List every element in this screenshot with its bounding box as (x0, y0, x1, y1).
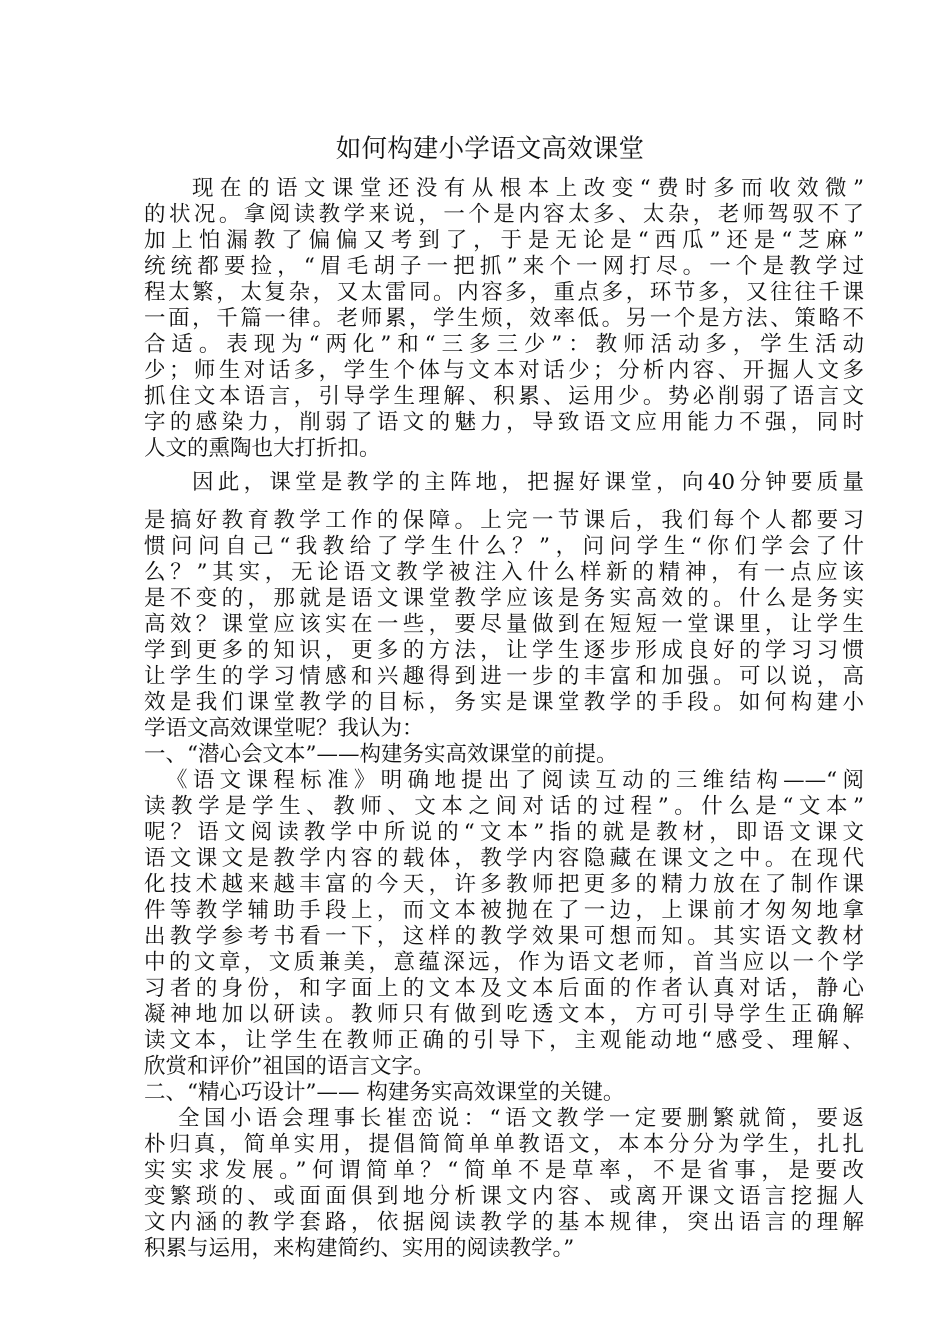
text-line: 是不变的，那就是语文课堂教学应该是务实高效的。什么是务实 (144, 586, 864, 611)
text-line: 高效？课堂应该实在一些，要尽量做到在短短一堂课里，让学生 (144, 612, 864, 637)
text-line: 语文课文是教学内容的载体，教学内容隐藏在课文之中。在现代 (144, 846, 864, 871)
text-line: 朴归真，简单实用，提倡简简单单教语文，本本分分为学生，扎扎 (144, 1132, 864, 1157)
text-line: 件等教学辅助手段上，而文本被抛在了一边，上课前才匆匆地拿 (144, 898, 864, 923)
text-line: 因此，课堂是教学的主阵地，把握好课堂，向40分钟要质量 (192, 470, 864, 495)
section-heading: 二、“精心巧设计”—— 构建务实高效课堂的关键。 (144, 1080, 625, 1105)
text-line: 习者的身份，和字面上的文本及文本后面的作者认真对话，静心 (144, 976, 864, 1001)
text-line: 呢？语文阅读教学中所说的“文本”指的就是教材，即语文课文 (144, 820, 864, 845)
text-line: 惯问问自己“我教给了学生什么？”，问问学生“你们学会了什 (144, 534, 864, 559)
text-line: 一面，千篇一律。老师累，学生烦，效率低。另一个是方法、策略不 (144, 306, 864, 331)
text-line: 变繁琐的、或面面俱到地分析课文内容、或离开课文语言挖掘人 (144, 1184, 864, 1209)
text-line: 文内涵的教学套路，依据阅读教学的基本规律，突出语言的理解 (144, 1210, 864, 1235)
text-line: 字的感染力，削弱了语文的魅力，导致语文应用能力不强，同时 (144, 410, 864, 435)
text-line: 抓住文本语言，引导学生理解、积累、运用少。势必削弱了语言文 (144, 384, 864, 409)
text-line: 读教学是学生、教师、文本之间对话的过程”。什么是“文本” (144, 794, 864, 819)
text-line: 《语文课程标准》明确地提出了阅读互动的三维结构——“阅 (166, 768, 864, 793)
text-line: 人文的熏陶也大打折扣。 (144, 436, 381, 461)
text-line: 欣赏和评价”祖国的语言文字。 (144, 1054, 435, 1079)
text-line: 少；师生对话多，学生个体与文本对话少；分析内容、开掘人文多 (144, 358, 864, 383)
text-line: 凝神地加以研读。教师只有做到吃透文本，方可引导学生正确解 (144, 1002, 864, 1027)
text-line: 读文本，让学生在教师正确的引导下，主观能动地“感受、理解、 (144, 1028, 864, 1053)
text-line: 是搞好教育教学工作的保障。上完一节课后，我们每个人都要习 (144, 508, 864, 533)
text-line: 全国小语会理事长崔峦说：“语文教学一定要删繁就简，要返 (178, 1106, 864, 1131)
text-line: 效是我们课堂教学的目标，务实是课堂教学的手段。如何构建小 (144, 690, 864, 715)
text-line: 么？”其实，无论语文教学被注入什么样新的精神，有一点应该 (144, 560, 864, 585)
text-line: 中的文章，文质兼美，意蕴深远，作为语文老师，首当应以一个学 (144, 950, 864, 975)
text-line: 的状况。拿阅读教学来说，一个是内容太多、太杂，老师驾驭不了 (144, 202, 864, 227)
text-line: 积累与运用，来构建简约、实用的阅读教学。” (144, 1236, 575, 1261)
text-line: 化技术越来越丰富的今天，许多教师把更多的精力放在了制作课 (144, 872, 864, 897)
text-line: 合适。表现为“两化”和“三多三少”：教师活动多，学生活动 (144, 332, 864, 357)
text-line: 让学生的学习情感和兴趣得到进一步的丰富和加强。可以说，高 (144, 664, 864, 689)
text-line: 加上怕漏教了偏偏又考到了，于是无论是“西瓜”还是“芝麻” (144, 228, 864, 253)
text-line: 程太繁，太复杂，又太雷同。内容多，重点多，环节多，又往往千课 (144, 280, 864, 305)
text-line: 出教学参考书看一下，这样的教学效果可想而知。其实语文教材 (144, 924, 864, 949)
text-line: 现在的语文课堂还没有从根本上改变“费时多而收效微” (192, 176, 864, 201)
text-line: 统统都要捡，“眉毛胡子一把抓”来个一网打尽。一个是教学过 (144, 254, 864, 279)
text-line: 学语文高效课堂呢？我认为： (144, 716, 424, 741)
text-line: 实实求发展。”何谓简单？“简单不是草率，不是省事，是要改 (144, 1158, 864, 1183)
section-heading: 一、“潜心会文本”——构建务实高效课堂的前提。 (144, 742, 618, 767)
text-line: 学到更多的知识，更多的方法，让学生逐步形成良好的学习习惯 (144, 638, 864, 663)
page-title: 如何构建小学语文高效课堂 (335, 134, 645, 164)
